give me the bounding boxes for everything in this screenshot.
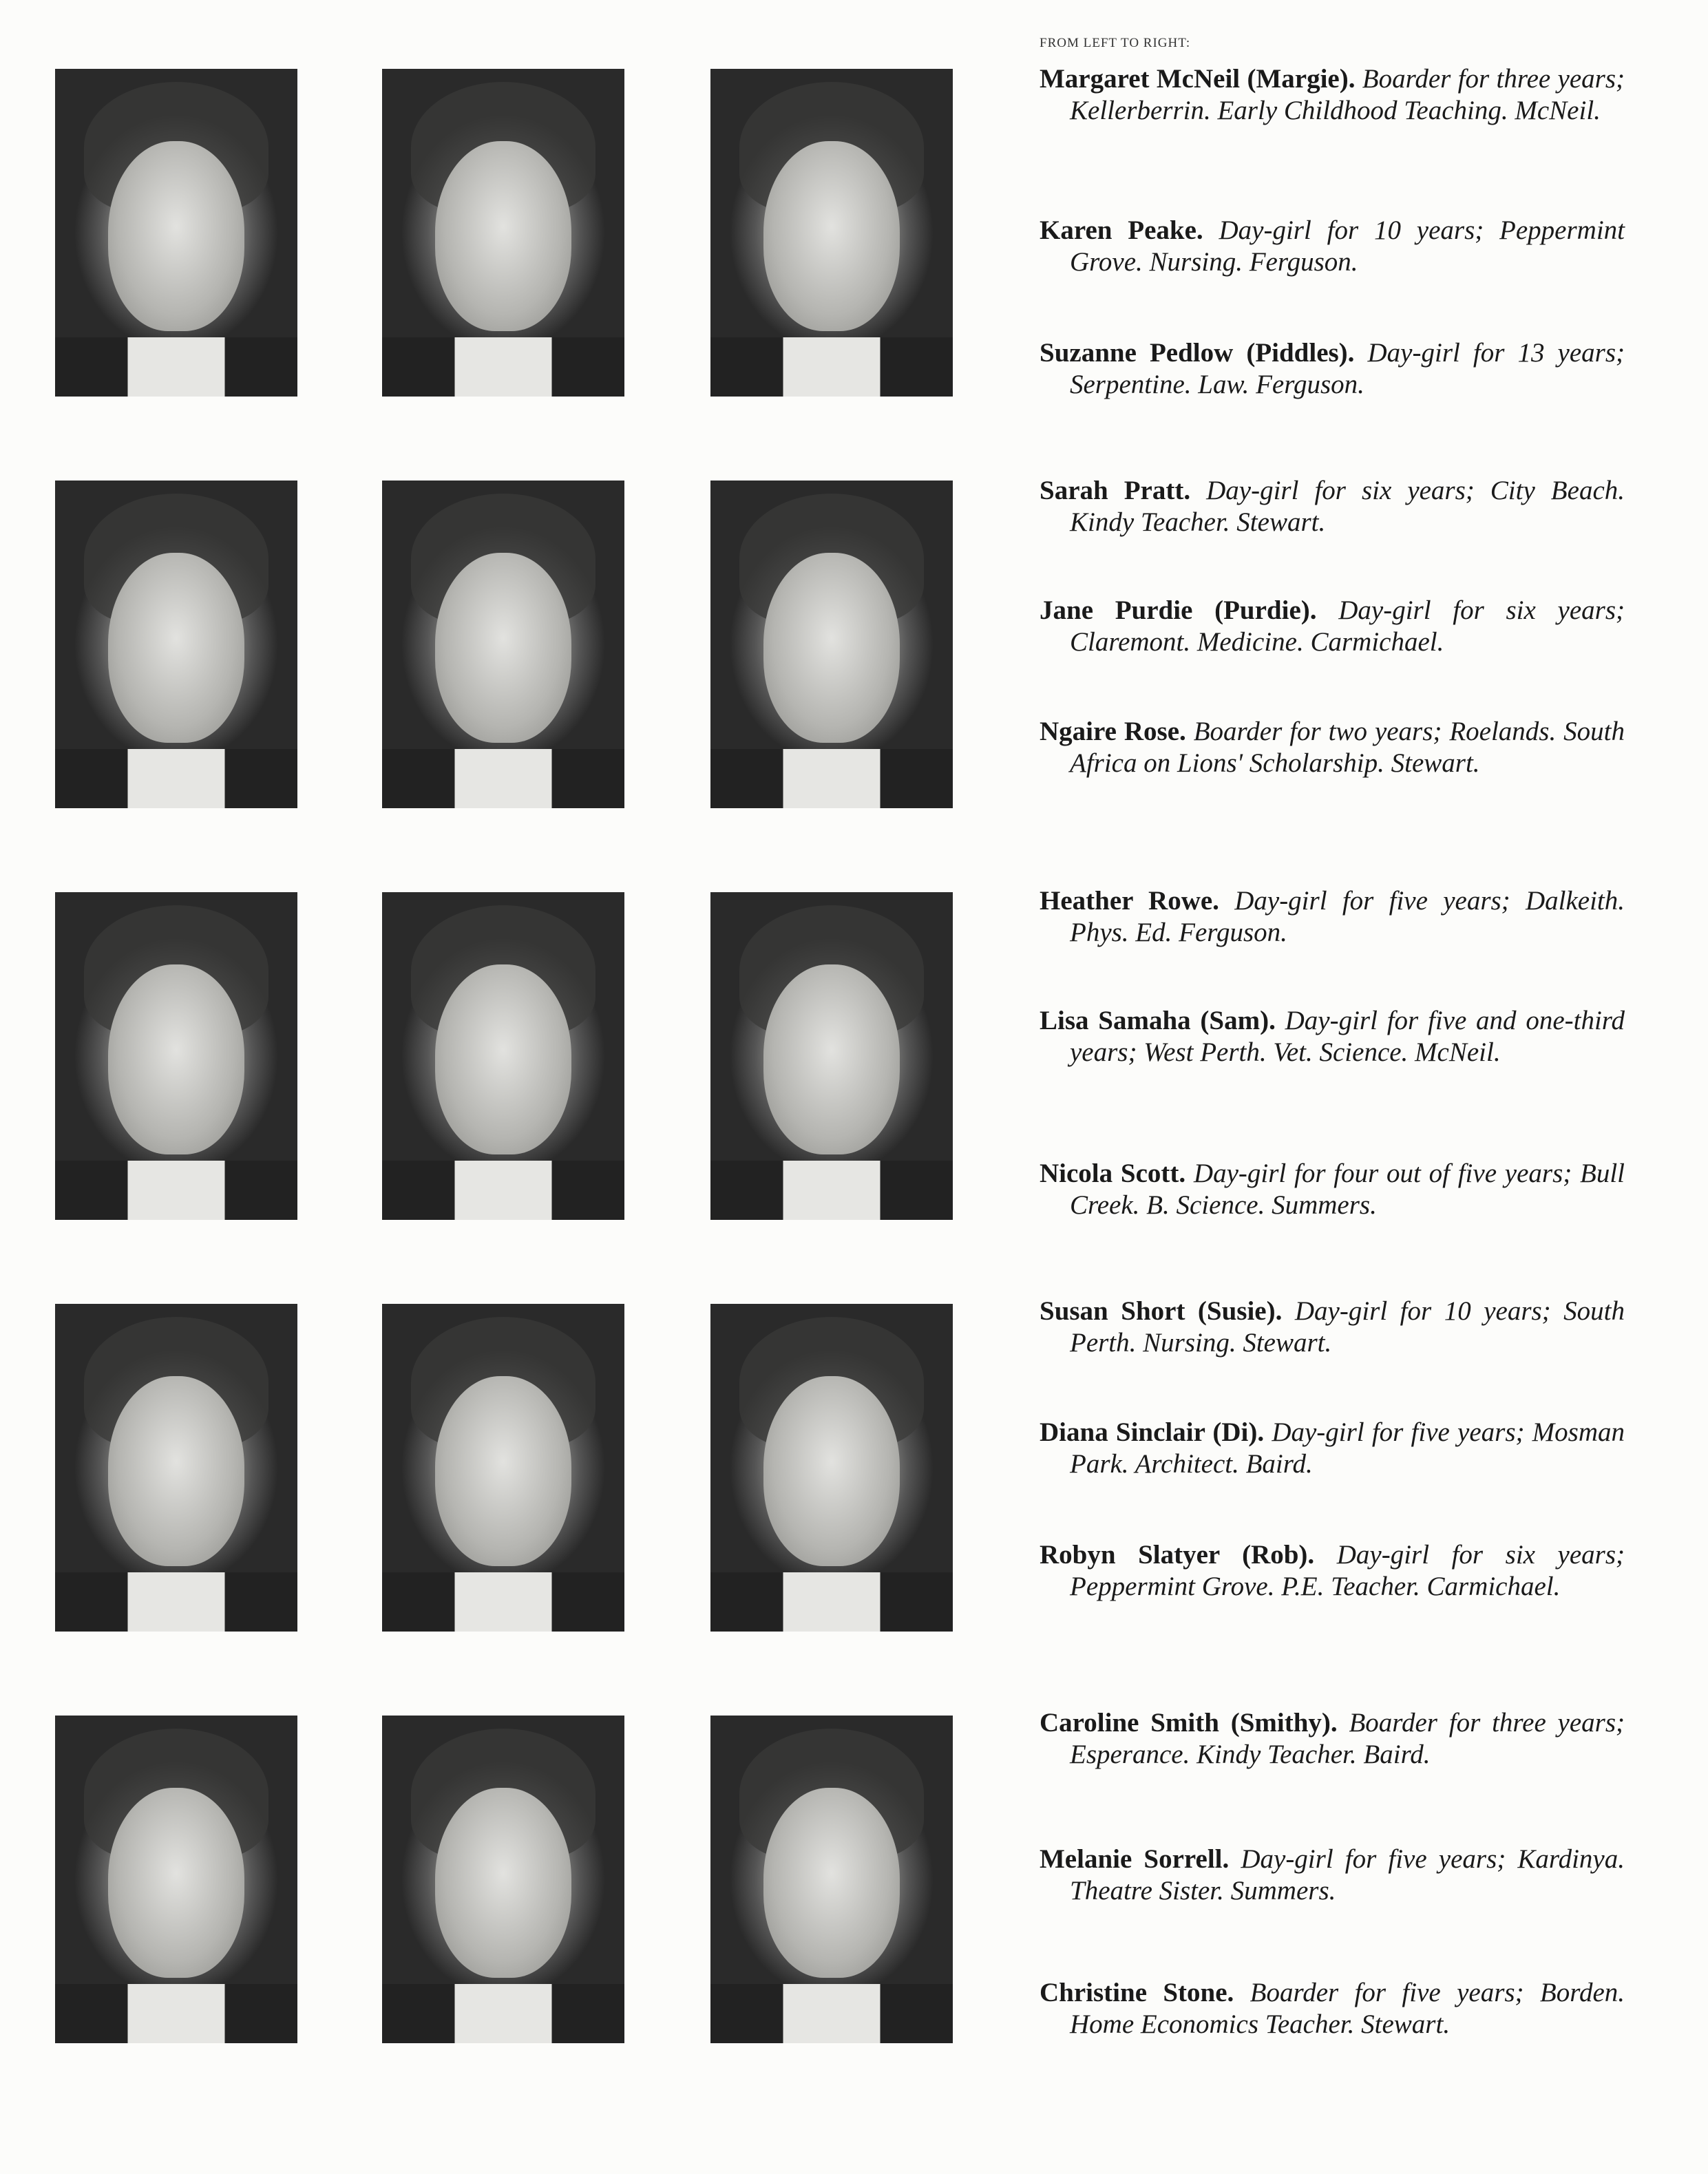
student-entry <box>1040 595 1625 658</box>
student-name: Susan Short (Susie). <box>1040 1296 1283 1326</box>
student-details: Day-girl for 10 years; South Perth. Nursing. Stewart. <box>1070 1296 1625 1358</box>
student-name: Lisa Samaha (Sam). <box>1040 1006 1276 1035</box>
student-name: Sarah Pratt. <box>1040 476 1191 505</box>
student-details: Day-girl for 13 years; Serpentine. Law. Ferguson. <box>1070 338 1625 399</box>
student-entry <box>1040 1977 1625 2040</box>
student-photo <box>55 1304 297 1632</box>
student-details: Boarder for two years; Roelands. South Africa on Lions' Scholarship. Stewart. <box>1070 717 1625 778</box>
student-photo <box>382 481 624 808</box>
student-details: Day-girl for five years; Dalkeith. Phys. Ed. Ferguson. <box>1070 886 1625 947</box>
student-name: Jane Purdie (Purdie). <box>1040 595 1317 625</box>
caption-column <box>1040 36 1625 63</box>
student-entry <box>1040 215 1625 278</box>
student-photo <box>382 892 624 1220</box>
student-photo <box>55 481 297 808</box>
student-name: Suzanne Pedlow (Piddles). <box>1040 338 1355 368</box>
student-photo <box>710 1716 953 2043</box>
student-photo <box>382 1716 624 2043</box>
student-entry <box>1040 475 1625 538</box>
student-details: Day-girl for six years; City Beach. Kindy Teacher. Stewart. <box>1070 476 1625 537</box>
student-name: Ngaire Rose. <box>1040 717 1186 746</box>
student-name: Melanie Sorrell. <box>1040 1844 1230 1874</box>
student-entry <box>1040 1539 1625 1603</box>
student-photo <box>55 1716 297 2043</box>
student-entry <box>1040 63 1625 127</box>
student-entry <box>1040 1417 1625 1480</box>
student-name: Heather Rowe. <box>1040 886 1219 916</box>
student-entry <box>1040 716 1625 779</box>
student-entry <box>1040 337 1625 401</box>
student-photo <box>710 69 953 397</box>
student-name: Nicola Scott. <box>1040 1159 1186 1188</box>
student-entry <box>1040 885 1625 949</box>
student-name: Karen Peake. <box>1040 215 1203 245</box>
student-name: Diana Sinclair (Di). <box>1040 1417 1265 1447</box>
caption-header: FROM LEFT TO RIGHT: <box>1040 36 1191 50</box>
student-photo <box>55 69 297 397</box>
student-name: Caroline Smith (Smithy). <box>1040 1708 1338 1738</box>
student-details: Day-girl for five years; Kardinya. Theatre Sister. Summers. <box>1070 1844 1625 1906</box>
student-entry <box>1040 1844 1625 1907</box>
student-details: Day-girl for five years; Mosman Park. Architect. Baird. <box>1070 1417 1625 1479</box>
student-details: Boarder for five years; Borden. Home Economics Teacher. Stewart. <box>1070 1978 1625 2039</box>
student-details: Day-girl for four out of five years; Bull Creek. B. Science. Summers. <box>1070 1159 1625 1220</box>
student-details: Day-girl for 10 years; Peppermint Grove. Nursing. Ferguson. <box>1070 215 1625 277</box>
student-photo <box>382 1304 624 1632</box>
student-entry <box>1040 1158 1625 1221</box>
student-details: Day-girl for six years; Peppermint Grove. P.E. Teacher. Carmichael. <box>1070 1540 1625 1601</box>
student-photo <box>710 892 953 1220</box>
student-name: Margaret McNeil (Margie). <box>1040 64 1356 94</box>
student-photo <box>55 892 297 1220</box>
student-entry <box>1040 1005 1625 1068</box>
student-details: Day-girl for five and one-third years; West Perth. Vet. Science. McNeil. <box>1070 1006 1625 1067</box>
student-name: Robyn Slatyer (Rob). <box>1040 1540 1315 1570</box>
student-name: Christine Stone. <box>1040 1978 1234 2007</box>
student-photo <box>382 69 624 397</box>
student-photo <box>710 1304 953 1632</box>
student-details: Boarder for three years; Kellerberrin. Early Childhood Teaching. McNeil. <box>1070 64 1625 125</box>
student-entry <box>1040 1707 1625 1771</box>
student-details: Day-girl for six years; Claremont. Medicine. Carmichael. <box>1070 595 1625 657</box>
student-photo <box>710 481 953 808</box>
student-details: Boarder for three years; Esperance. Kindy Teacher. Baird. <box>1070 1708 1625 1769</box>
student-entry <box>1040 1296 1625 1359</box>
